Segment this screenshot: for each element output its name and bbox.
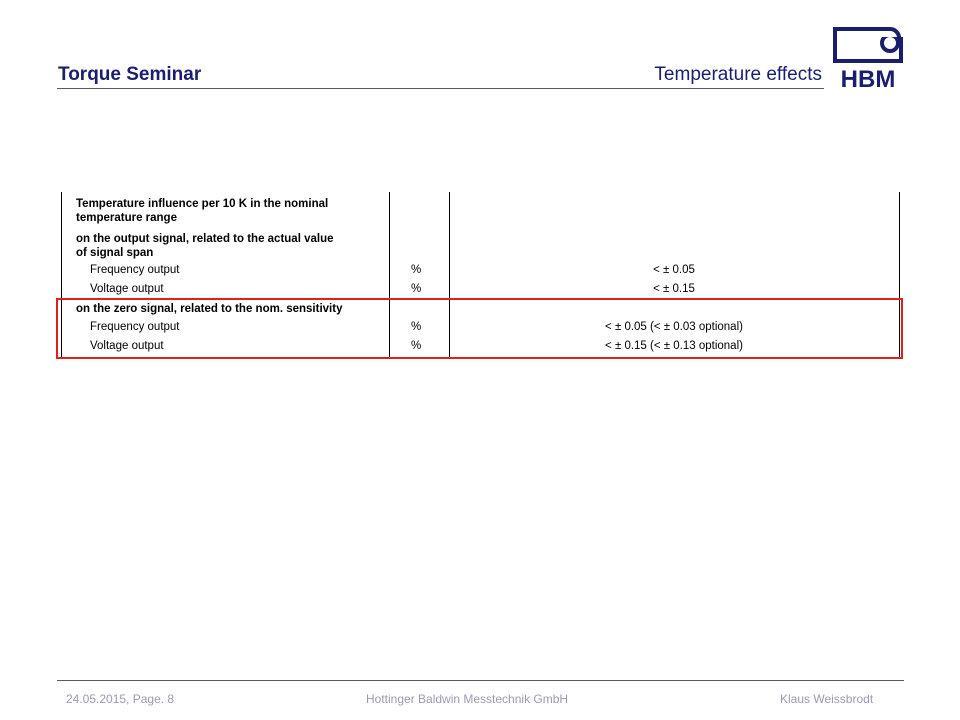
zero-row-frequency-label: Frequency output: [90, 321, 180, 333]
table-heading-line2: temperature range: [76, 212, 177, 224]
zero-row-voltage-unit: %: [411, 340, 422, 352]
output-row-voltage-unit: %: [411, 283, 422, 295]
output-row-frequency-label: Frequency output: [90, 264, 180, 276]
section-title: Temperature effects: [654, 64, 822, 85]
output-row-frequency-value: < ± 0.05: [653, 264, 695, 276]
output-section-line2: of signal span: [76, 247, 154, 259]
table-heading-line1: Temperature influence per 10 K in the nominal: [76, 198, 329, 210]
zero-section-heading: on the zero signal, related to the nom. sensitivity: [76, 303, 343, 315]
output-row-frequency-unit: %: [411, 264, 422, 276]
output-row-voltage-value: < ± 0.15: [653, 283, 695, 295]
header-rule: [57, 88, 824, 89]
zero-row-voltage-label: Voltage output: [90, 340, 164, 352]
output-row-voltage-label: Voltage output: [90, 283, 164, 295]
logo-text: HBM: [840, 66, 896, 89]
output-section-line1: on the output signal, related to the actual value: [76, 233, 334, 245]
hbm-logo: [832, 27, 904, 89]
highlight-box: [56, 298, 903, 359]
footer-date-page: 24.05.2015, Page. 8: [66, 692, 175, 706]
footer-author: Klaus Weissbrodt: [780, 692, 874, 706]
zero-row-voltage-value: < ± 0.15 (< ± 0.13 optional): [605, 340, 743, 352]
zero-row-frequency-value: < ± 0.05 (< ± 0.03 optional): [605, 321, 743, 333]
slide-title: Torque Seminar: [58, 64, 202, 85]
footer-rule: [57, 680, 904, 681]
zero-row-frequency-unit: %: [411, 321, 422, 333]
footer-company: Hottinger Baldwin Messtechnik GmbH: [366, 692, 569, 706]
